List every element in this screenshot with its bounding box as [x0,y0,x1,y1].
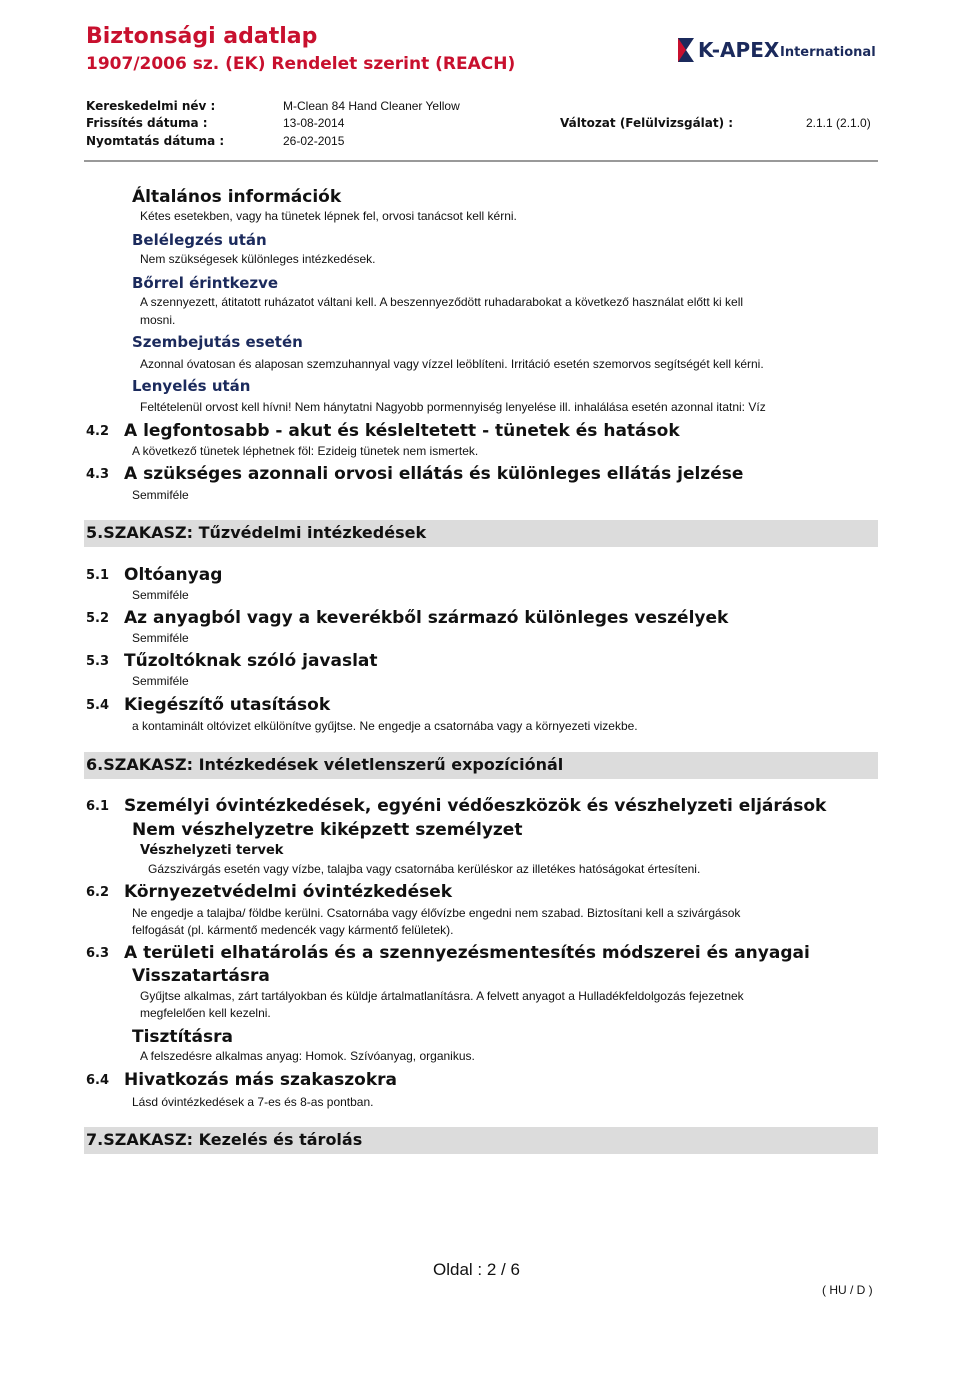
logo-main-text: K-APEX [698,38,780,62]
section-5-3-number: 5.3 [86,654,110,669]
section-7-heading: 7.SZAKASZ: Kezelés és tárolás [86,1130,363,1149]
section-4-3-text: Semmiféle [132,488,189,502]
section-6-1-heading: Személyi óvintézkedések, egyéni védőeszközök és vészhelyzeti eljárások [124,796,827,816]
section-5-3-heading: Tűzoltóknak szóló javaslat [124,651,378,671]
section-6-4-text: Lásd óvintézkedések a 7-es és 8-as pontban. [132,1095,374,1109]
section-4-3-heading: A szükséges azonnali orvosi ellátás és különleges ellátás jelzése [124,464,744,484]
skin-contact-text-1: A szennyezett, átitatott ruházatot váltani kell. A beszennyeződött ruhadarabokat a következő használat előtt ki kell [140,295,744,309]
section-6-2-number: 6.2 [86,885,110,900]
version-value: 2.1.1 (2.1.0) [806,116,871,130]
section-5-3-text: Semmiféle [132,674,189,688]
kapex-logo [676,34,882,66]
emergency-plans-heading: Vészhelyzeti tervek [140,843,284,858]
section-7-banner [84,1127,878,1154]
section-5-heading: 5.SZAKASZ: Tűzvédelmi intézkedések [86,523,427,542]
ingestion-heading: Lenyelés után [132,377,251,395]
section-6-1-subheading: Nem vészhelyzetre kiképzett személyzet [132,820,523,840]
ingestion-text: Feltételenül orvost kell hívni! Nem hánytatni Nagyobb pormennyiség lenyelése ill. inhalálása esetén azonnal itatni: Víz [140,400,766,414]
section-5-4-text: a kontaminált oltóvizet elkülönítve gyűjtse. Ne engedje a csatornába vagy a környezeti vizekbe. [132,719,638,733]
skin-contact-heading: Bőrrel érintkezve [132,274,279,292]
section-6-3-heading: A területi elhatárolás és a szennyezésmentesítés módszerei és anyagai [124,943,810,963]
section-5-2-heading: Az anyagból vagy a keverékből származó különleges veszélyek [124,608,729,628]
section-5-4-number: 5.4 [86,698,110,713]
containment-text-2: megfelelően kell kezelni. [140,1006,271,1020]
page-number: Oldal : 2 / 6 [433,1260,520,1279]
cleaning-heading: Tisztításra [132,1027,233,1047]
section-6-heading: 6.SZAKASZ: Intézkedések véletlenszerű expozíciónál [86,755,564,774]
section-4-2-heading: A legfontosabb - akut és késleltetett - tünetek és hatások [124,421,680,441]
section-6-2-text-2: felfogását (pl. kármentő medencék vagy kármentő felületek). [132,923,454,937]
print-date-value: 26-02-2015 [283,134,345,148]
section-6-4-number: 6.4 [86,1073,110,1088]
trade-name-label: Kereskedelmi név : [86,99,216,113]
section-5-1-number: 5.1 [86,568,110,583]
containment-text-1: Gyűjtse alkalmas, zárt tartályokban és küldje ártalmatlanításra. A felvett anyagot a Hulladékfeldolgozás fejezetnek [140,989,744,1003]
version-label: Változat (Felülvizsgálat) : [560,116,734,130]
header-divider [84,160,878,162]
section-6-1-number: 6.1 [86,799,110,814]
print-date-label: Nyomtatás dátuma : [86,134,225,148]
emergency-plans-text: Gázszivárgás esetén vagy vízbe, talajba vagy csatornába kerüléskor az illetékes hatóságokat értesíteni. [148,862,701,876]
section-6-2-text-1: Ne engedje a talajba/ földbe kerülni. Csatornába vagy élővízbe engedni nem szabad. Biztosítani kell a szivárgások [132,906,741,920]
inhalation-heading: Belélegzés után [132,231,267,249]
general-info-heading: Általános információk [132,187,342,207]
document-title: Biztonsági adatlap [86,24,318,49]
section-5-2-number: 5.2 [86,611,110,626]
section-6-3-number: 6.3 [86,946,110,961]
regulation-subtitle: 1907/2006 sz. (EK) Rendelet szerint (REACH) [86,54,516,74]
section-5-banner [84,520,878,547]
inhalation-text: Nem szükségesek különleges intézkedések. [140,252,376,266]
section-6-banner [84,752,878,779]
cleaning-text: A felszedésre alkalmas anyag: Homok. Szívóanyag, organikus. [140,1049,475,1063]
general-info-text: Kétes esetekben, vagy ha tünetek lépnek fel, orvosi tanácsot kell kérni. [140,209,517,223]
logo-sub-text: International [780,45,876,60]
containment-heading: Visszatartásra [132,966,270,986]
section-5-2-text: Semmiféle [132,631,189,645]
locale-code: ( HU / D ) [822,1283,873,1297]
section-6-4-heading: Hivatkozás más szakaszokra [124,1070,398,1090]
eye-contact-text: Azonnal óvatosan és alaposan szemzuhannyal vagy vízzel leöblíteni. Irritáció esetén szemorvos segítségét kell kérni. [140,357,764,371]
section-4-3-number: 4.3 [86,467,110,482]
skin-contact-text-2: mosni. [140,313,176,327]
section-4-2-number: 4.2 [86,424,110,439]
update-date-value: 13-08-2014 [283,116,345,130]
section-5-4-heading: Kiegészítő utasítások [124,695,331,715]
update-date-label: Frissítés dátuma : [86,116,208,130]
eye-contact-heading: Szembejutás esetén [132,333,303,351]
trade-name-value: M-Clean 84 Hand Cleaner Yellow [283,99,460,113]
section-5-1-text: Semmiféle [132,588,189,602]
section-6-2-heading: Környezetvédelmi óvintézkedések [124,882,453,902]
section-4-2-text: A következő tünetek léphetnek föl: Ezideig tünetek nem ismertek. [132,444,479,458]
section-5-1-heading: Oltóanyag [124,565,223,585]
